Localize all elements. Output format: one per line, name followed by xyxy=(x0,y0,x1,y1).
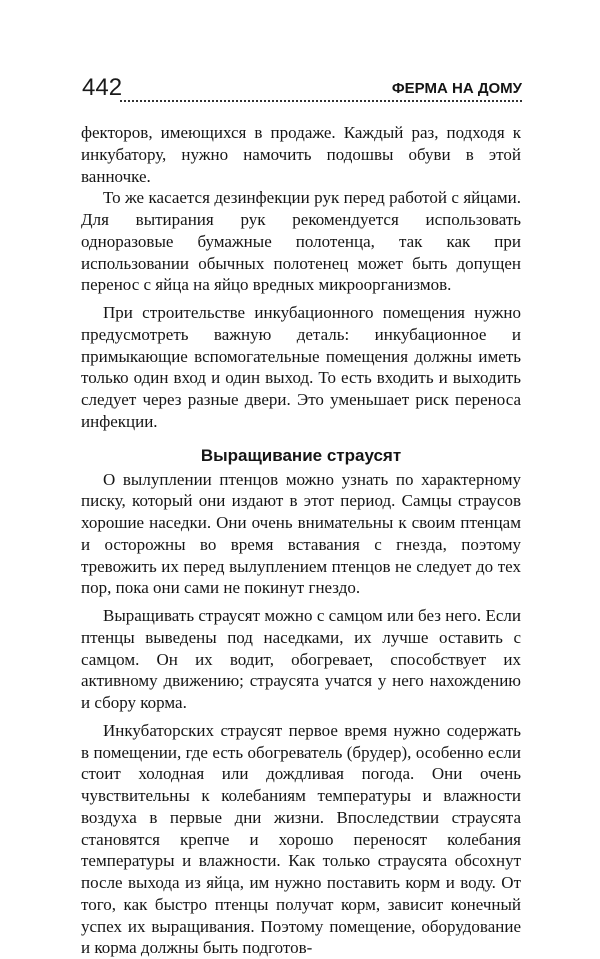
paragraph: То же касается дезинфекции рук перед работой с яйцами. Для вытирания рук рекомендуется использовать одноразовые бумажные полотенца, так как при использовании обычных полотенец может быть допущен перенос с яйца на яйцо вредных микроорганизмов. xyxy=(81,188,521,295)
page-body xyxy=(81,122,521,959)
paragraph: фекторов, имеющихся в продаже. Каждый раз, подходя к инкубатору, нужно намочить подошвы обуви в этой ванночке. xyxy=(81,123,521,186)
section-heading: Выращивание страусят xyxy=(200,445,402,465)
paragraph: Инкубаторских страусят первое время нужно содержать в помещении, где есть обогреватель (брудер), особенно если стоит холодная или дождливая погода. Они очень чувствительны к колебаниям температуры и влажности воздуха в первые дни жизни. Впоследствии страусята становятся крепче и хорошо переносят колебания температуры и влажности. Как только страусята обсохнут после выхода из яйца, им нужно поставить корм и воду. От того, как быстро птенцы получат корм, зависит конечный успех их выращивания. Поэтому помещение, оборудование и корма должны быть подготов- xyxy=(81,720,521,958)
page-number: 442 xyxy=(82,74,123,101)
header-dotted-rule xyxy=(120,100,522,102)
paragraph: Выращивать страусят можно с самцом или без него. Если птенцы выведены под наседками, их лучше оставить с самцом. Он их водит, обогревает, способствует их активному движению; страусята учатся у него нахождению и сбору корма. xyxy=(81,606,521,712)
running-head: ФЕРМА НА ДОМУ xyxy=(391,80,522,97)
paragraph: При строительстве инкубационного помещения нужно предусмотреть важную деталь: инкубационное и примыкающие вспомогательные помещения должны иметь только один вход и один выход. То есть входить и выходить следует через разные двери. Это уменьшает риск переноса инфекции. xyxy=(81,303,521,431)
page-header xyxy=(82,74,522,104)
paragraph: О вылуплении птенцов можно узнать по характерному писку, который они издают в этот период. Самцы страусов хорошие наседки. Они очень внимательны к своим птенцам и осторожны во время вставания с гнезда, поэтому тревожить их перед вылуплением птенцов не следует до тех пор, пока они сами не покинут гнездо. xyxy=(81,469,521,598)
